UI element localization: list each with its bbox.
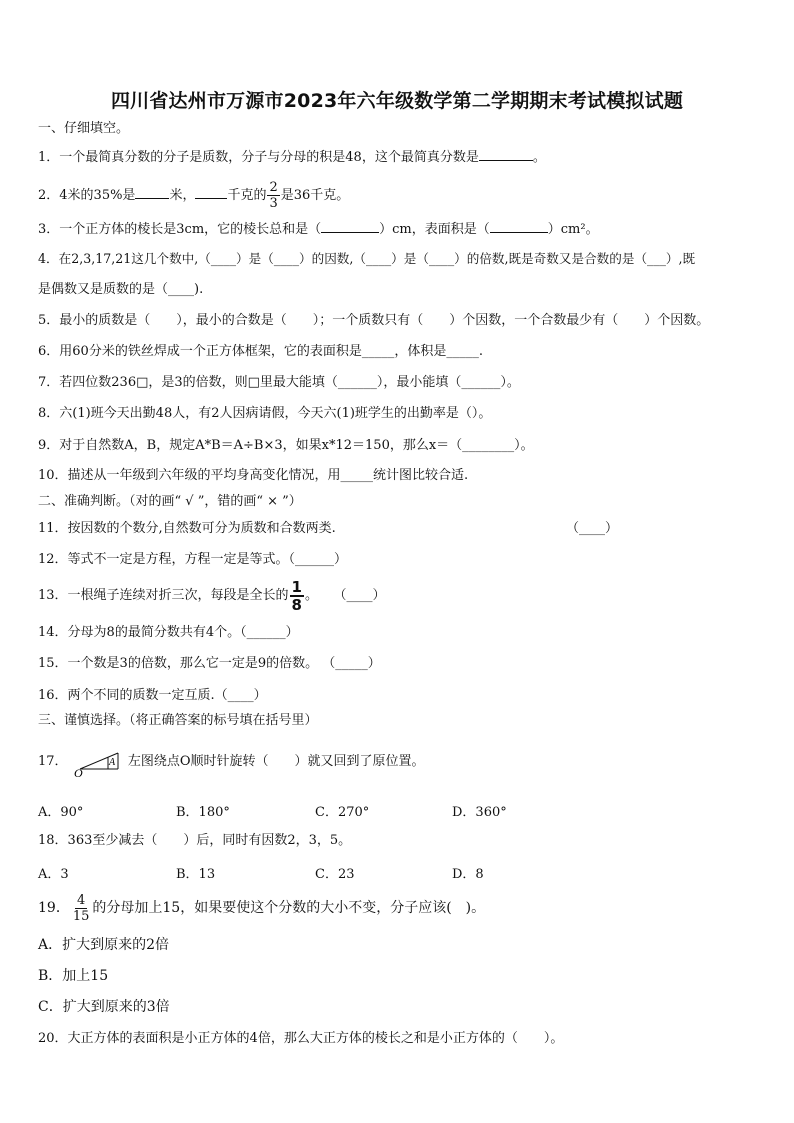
question-17-number: 17．: [38, 754, 68, 769]
fraction-numerator: 1: [291, 577, 302, 596]
answer-blank[interactable]: [195, 184, 227, 199]
question-19-number: 19．: [38, 900, 70, 916]
question-6: 6．用60分米的铁丝焊成一个正方体框架，它的表面积是_____，体积是_____.: [38, 344, 483, 359]
question-20: 20．大正方体的表面积是小正方体的4倍，那么大正方体的棱长之和是小正方体的（ ）。: [38, 1031, 564, 1046]
question-1: [38, 146, 546, 167]
answer-paren[interactable]: （____）: [566, 521, 619, 536]
answer-blank[interactable]: [479, 146, 533, 161]
fraction: [71, 893, 92, 924]
fraction-numerator: 4: [76, 892, 86, 908]
question-19-option-c[interactable]: C．扩大到原来的3倍: [38, 999, 170, 1015]
question-2-text-d: 是36千克。: [280, 188, 350, 203]
point-o-label: O: [73, 765, 83, 777]
question-4-line-2: 是偶数又是质数的是（____).: [38, 282, 204, 297]
section-heading-judge: 二、准确判断。（对的画“ √ ”，错的画“ × ”）: [38, 494, 302, 509]
question-19-option-b[interactable]: B．加上15: [38, 968, 109, 984]
question-9: 9．对于自然数A，B，规定A*B＝A÷B×3，如果x*12＝150，那么x＝（________）。: [38, 438, 534, 453]
option-c[interactable]: C．270°: [315, 805, 370, 820]
fraction-denominator: 8: [291, 595, 302, 614]
answer-blank[interactable]: [135, 184, 169, 199]
option-b[interactable]: B．13: [176, 867, 216, 882]
question-18: 18．363至少减去（ ）后，同时有因数2，3，5。: [38, 833, 352, 848]
question-11: [38, 520, 619, 538]
answer-blank[interactable]: [490, 218, 548, 233]
option-d[interactable]: D．360°: [452, 805, 507, 820]
question-19: [38, 890, 485, 926]
question-1-text: 1．一个最简真分数的分子是质数，分子与分母的积是48，这个最简真分数是: [38, 150, 479, 165]
question-13-end: 。: [304, 588, 318, 603]
point-a-label: A: [108, 756, 115, 768]
question-11-text: 11．按因数的个数分,自然数可分为质数和合数两类.: [38, 521, 336, 536]
option-a[interactable]: A．3: [38, 867, 69, 882]
fraction: [267, 180, 279, 211]
question-13-text: 13．一根绳子连续对折三次，每段是全长的: [38, 588, 289, 603]
question-19-option-a[interactable]: A．扩大到原来的2倍: [38, 937, 170, 953]
question-3-text-c: ）cm²。: [547, 222, 599, 237]
question-5: 5．最小的质数是（ ），最小的合数是（ ）；一个质数只有（ ）个因数，一个合数最少有（ ）个因数。: [38, 313, 710, 328]
fraction-numerator: 2: [269, 180, 278, 195]
question-3: [38, 218, 599, 239]
fraction-denominator: 3: [269, 196, 278, 211]
answer-paren[interactable]: （____）: [340, 588, 386, 603]
option-d[interactable]: D．8: [452, 867, 484, 882]
question-2: [38, 180, 349, 211]
question-12: 12．等式不一定是方程，方程一定是等式。（______）: [38, 552, 348, 567]
question-2-text-a: 2．4米的35%是: [38, 188, 136, 203]
option-c[interactable]: C．23: [315, 867, 355, 882]
question-3-text-a: 3．一个正方体的棱长是3cm，它的棱长总和是（: [38, 222, 322, 237]
option-b[interactable]: B．180°: [176, 805, 230, 820]
question-3-text-b: ）cm，表面积是（: [379, 222, 490, 237]
fraction-denominator: 15: [72, 908, 90, 924]
answer-blank[interactable]: [321, 218, 379, 233]
question-8: 8．六(1)班今天出勤48人，有2人因病请假，今天六(1)班学生的出勤率是（）。: [38, 406, 492, 421]
question-4-line-1: 4．在2,3,17,21这几个数中,（____）是（____）的因数,（____）是（____）的倍数,既是奇数又是合数的是（___）,既: [38, 251, 696, 266]
rotation-figure: [74, 747, 122, 777]
question-15: 15．一个数是3的倍数，那么它一定是9的倍数。 （_____）: [38, 656, 381, 671]
question-7: 7．若四位数236□，是3的倍数，则□里最大能填（______），最小能填（______）。: [38, 375, 520, 390]
question-19-text: 的分母加上15，如果要使这个分数的大小不变，分子应该( )。: [92, 900, 486, 916]
question-16: 16．两个不同的质数一定互质.（____）: [38, 688, 267, 703]
question-2-text-b: 米，: [169, 188, 196, 203]
question-1-end: 。: [532, 150, 546, 165]
question-2-text-c: 千克的: [227, 188, 267, 203]
question-17: [38, 746, 425, 778]
question-14: 14．分母为8的最简分数共有4个。（______）: [38, 625, 299, 640]
question-13: [38, 578, 386, 614]
option-a[interactable]: A．90°: [38, 805, 84, 820]
page-title: 四川省达州市万源市2023年六年级数学第二学期期末考试模拟试题: [110, 90, 684, 112]
question-10: 10．描述从一年级到六年级的平均身高变化情况，用_____统计图比较合适.: [38, 468, 469, 483]
question-17-text: 左图绕点O顺时针旋转（ ）就又回到了原位置。: [127, 754, 425, 769]
section-heading-choose: 三、谨慎选择。（将正确答案的标号填在括号里）: [38, 713, 318, 728]
fraction: [290, 579, 304, 613]
section-heading-fill: 一、仔细填空。: [38, 121, 130, 136]
